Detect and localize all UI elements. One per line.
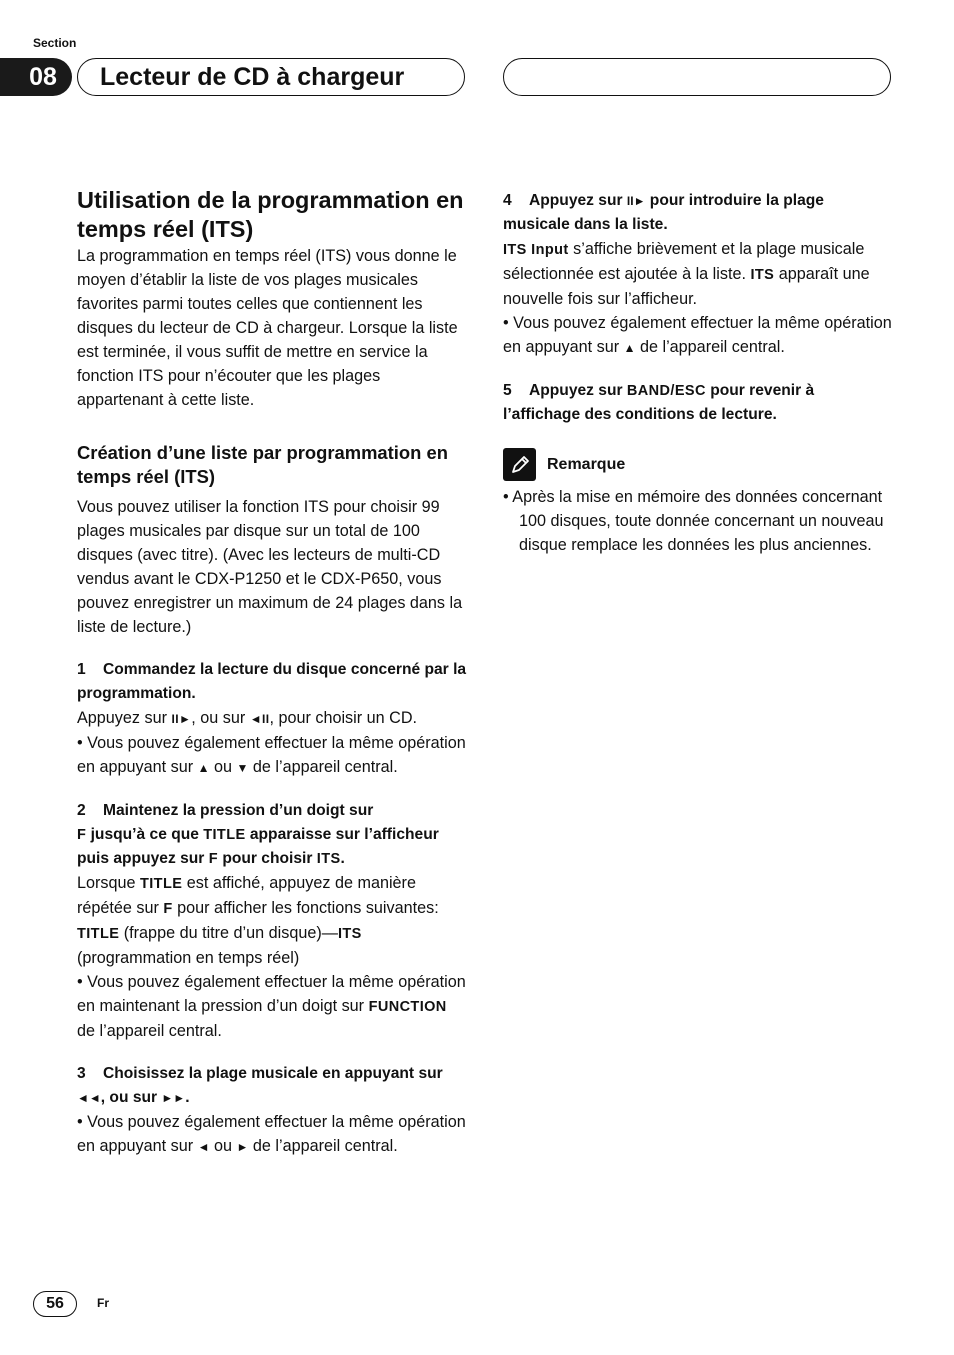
play-pause-icon: II► [626,194,646,208]
step-3-title: 3 Choisissez la plage musicale en appuyant sur ◄◄, ou sur ►►. [77,1065,443,1106]
section-number-badge: 08 [0,58,72,96]
note-pencil-icon [503,448,536,481]
pause-back-icon: ◄II [249,712,270,726]
chapter-title [77,58,465,96]
chapter-title-blank [503,58,891,96]
note-item: • Après la mise en mémoire des données concernant 100 disques, toute donnée concernant un nouveau disque remplace les données les plus anciennes. [503,488,884,554]
step-2-title: 2 Maintenez la pression d’un doigt sur F jusqu’à ce que TITLE apparaisse sur l’afficheur puis appuyez sur F pour choisir ITS. [77,802,439,867]
step-1-title: 1 Commandez la lecture du disque concerné par la programmation. [77,661,467,702]
step-4-bullet: • Vous pouvez également effectuer la même opération en appuyant sur ▲ de l’appareil central. [503,314,892,356]
left-column [77,186,467,1159]
sub-intro-paragraph: Vous pouvez utiliser la fonction ITS pour choisir 99 plages musicales par disque sur un total de 100 disques (avec titre). (Avec les lecteurs de multi-CD vendus avant le CDX-P1250 et le CDX-P650, vous pouvez enregistrer un maximum de 24 plages dans la liste de lecture.) [77,498,463,636]
main-heading: Utilisation de la programmation en temps réel (ITS) [77,187,464,242]
fast-forward-icon: ►► [161,1091,186,1105]
sub-heading: Création d’une liste par programmation en temps réel (ITS) [77,442,448,487]
right-arrow-icon: ► [236,1140,249,1154]
down-arrow-icon: ▼ [236,761,249,775]
rewind-icon: ◄◄ [77,1091,101,1105]
section-label: Section [33,36,77,50]
note-title: Remarque [547,455,626,473]
left-arrow-icon: ◄ [197,1140,210,1154]
language-label: Fr [97,1296,109,1310]
up-arrow-icon: ▲ [197,761,210,775]
step-2-functions: TITLE (frappe du titre d’un disque)—ITS (programmation en temps réel) [77,924,362,967]
step-5-title: 5 Appuyez sur BAND/ESC pour revenir à l’affichage des conditions de lecture. [503,382,815,423]
step-2-body: Lorsque TITLE est affiché, appuyez de manière répétée sur F pour afficher les fonctions suivantes: [77,874,439,917]
step-1-bullet: • Vous pouvez également effectuer la même opération en appuyant sur ▲ ou ▼ de l’appareil central. [77,734,466,776]
step-4-body: ITS Input s’affiche brièvement et la plage musicale sélectionnée est ajoutée à la liste. ITS apparaît une nouvelle fois sur l’afficheur. [503,240,870,308]
note-header [503,448,893,481]
step-4-title: 4 Appuyez sur II► pour introduire la plage musicale dans la liste. [503,192,824,233]
play-pause-icon: II► [171,712,192,726]
step-1-body: Appuyez sur II►, ou sur ◄II, pour choisir un CD. [77,709,418,727]
step-3-bullet: • Vous pouvez également effectuer la même opération en appuyant sur ◄ ou ► de l’appareil central. [77,1113,466,1155]
chapter-title-text: Lecteur de CD à chargeur [100,62,405,91]
up-arrow-icon: ▲ [623,341,636,355]
intro-paragraph: La programmation en temps réel (ITS) vous donne le moyen d’établir la liste de vos plages musicales favorites parmi toutes celles que contiennent les disques du lecteur de CD à chargeur. Lorsque la liste est terminée, il vous suffit de mettre en service la fonction ITS pour n’écouter que les plages appartenant à cette liste. [77,247,458,409]
page-number: 56 [33,1291,77,1317]
step-2-bullet: • Vous pouvez également effectuer la même opération en maintenant la pression d’un doigt sur FUNCTION de l’appareil central. [77,973,466,1040]
right-column [503,189,893,557]
